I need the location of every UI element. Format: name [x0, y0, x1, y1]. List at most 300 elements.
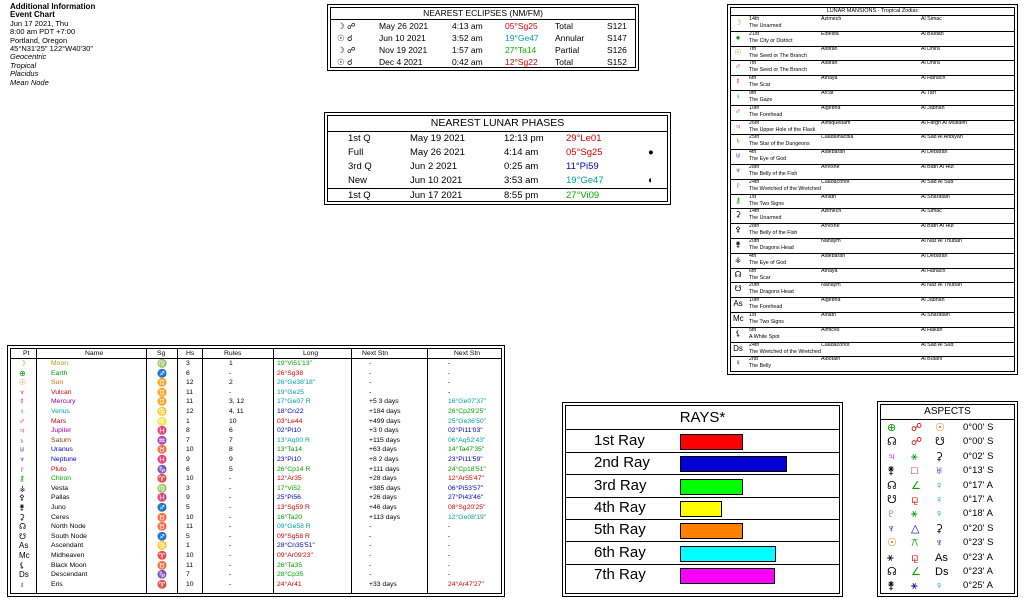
mansion-row [731, 60, 1014, 76]
planet-next-station-position: - [448, 388, 451, 396]
mansion-number: 7th [749, 60, 757, 67]
mansion-number: 4th [749, 149, 757, 156]
planet-next-station-position: - [448, 532, 451, 540]
planet-row [11, 503, 501, 513]
sign-icon: ♑ [157, 464, 167, 474]
mansion-line [731, 223, 1014, 229]
phase-name: Full [348, 147, 364, 158]
mansion-planet-icon: ⚷ [735, 195, 741, 205]
planet-next-station-position: 24°Cp18'51" [448, 465, 486, 473]
planet-name: Jupiter [51, 427, 72, 435]
planet-row [11, 522, 501, 532]
planet-row [11, 397, 501, 407]
planet-next-station-position: 27°Pi43'46" [448, 494, 484, 502]
planet-next-station-position: 26°Cp29'25" [448, 408, 486, 415]
mansion-name: Algebha [821, 297, 841, 304]
lunar-phases-title: NEAREST LUNAR PHASES [328, 116, 667, 132]
aspect-planet-b-icon: ♀ [935, 580, 944, 593]
planet-icon: ♀ [19, 407, 25, 416]
planet-house: 12 [186, 379, 194, 387]
mansion-line [731, 312, 1014, 318]
col-house: Hs [186, 350, 195, 357]
mansion-description: The Gaze [749, 97, 773, 103]
mansion-row [731, 253, 1014, 269]
planet-longitude: 13°Ta14 [277, 446, 303, 454]
eclipses-panel [330, 7, 636, 68]
planet-name: Vulcan [51, 388, 72, 396]
planet-rules: - [229, 388, 232, 396]
planet-row [11, 513, 501, 523]
sign-icon: ♉ [157, 560, 167, 570]
mansion-number: 7th [749, 45, 757, 52]
planet-house: 11 [186, 388, 194, 396]
planet-house: 7 [186, 436, 190, 444]
planet-next-station-days: - [369, 561, 372, 569]
ray-bar [680, 456, 787, 472]
aspect-planet-a-icon: ⚵ [887, 580, 896, 593]
planet-next-station-days: +8 2 days [369, 456, 399, 463]
planet-longitude: 28°Cn35'51" [277, 542, 315, 550]
phase-position: 27°Vi09 [566, 190, 600, 201]
planet-longitude: 17°Ge07 R [277, 398, 311, 406]
mansion-row [731, 31, 1014, 47]
lunar-mansions-title: LUNAR MANSIONS - Tropical Zodiac [731, 8, 1014, 16]
col-rules: Rules [224, 350, 242, 357]
planet-row [11, 532, 501, 542]
planet-house: 7 [186, 571, 190, 579]
eclipse-time: 3:52 am [452, 33, 483, 43]
phase-time: 12:13 pm [504, 133, 544, 144]
mansion-row [731, 46, 1014, 62]
info-option: Placidus [10, 69, 39, 79]
mansion-row [731, 120, 1014, 136]
aspect-planet-a-icon: ⚵ [887, 465, 896, 478]
mansion-planet-icon: ♇ [735, 180, 741, 190]
mansion-description: The Eye of God [749, 259, 787, 266]
planet-name: Pallas [51, 494, 70, 502]
aspect-planet-b-icon: ♅ [935, 465, 944, 478]
eclipse-date: Dec 4 2021 [379, 57, 423, 67]
aspect-planet-b-icon: Ds [935, 566, 949, 578]
mansion-description: The Seed or The Branch [749, 52, 807, 59]
planet-rules: - [229, 475, 232, 483]
planet-next-station-position: 12°Ge08'19" [448, 513, 487, 521]
mansion-description: The Eye of God [749, 156, 787, 163]
mansion-description: The Belly [749, 363, 772, 370]
planet-house: 1 [186, 542, 190, 550]
aspect-orb: 0°23' A [963, 566, 993, 577]
aspect-planet-a-icon: ☊ [887, 436, 897, 449]
planet-name: Black Moon [51, 561, 87, 569]
planet-next-station-days: +499 days [369, 417, 401, 425]
mansion-arabic-name: Al Hakah [921, 326, 943, 333]
planet-icon: ☊ [19, 522, 27, 532]
planet-row [11, 455, 501, 465]
sign-icon: ♌ [157, 416, 167, 426]
aspect-planet-a-icon: ☊ [887, 479, 897, 492]
mansion-line [731, 149, 1014, 155]
phase-name: 1st Q [348, 133, 371, 144]
mansion-name: Aldirah [821, 45, 838, 52]
mansion-number: 9th [749, 90, 757, 96]
mansion-number: 21st [749, 30, 760, 37]
mansion-arabic-name: Al Debaran [921, 149, 948, 156]
aspect-planet-b-icon: ☉ [935, 422, 945, 434]
planet-next-station-days: +26 days [369, 494, 397, 502]
ray-label: 7th Ray [594, 565, 646, 583]
aspect-planet-a-icon: ☋ [887, 494, 897, 506]
planet-name: Descendant [51, 571, 88, 579]
planet-icon: ⊕ [19, 368, 26, 378]
aspect-type-icon: ⚹ [911, 450, 918, 463]
mansion-planet-icon: ⚴ [735, 225, 741, 235]
phase-position: 11°Pi59 [566, 161, 599, 172]
mansion-name: Athaya [821, 75, 838, 82]
phase-mark: ◐ [648, 175, 654, 186]
mansion-arabic-name: Al Naz Al Thuban [921, 282, 962, 289]
planet-icon: ♆ [19, 387, 25, 397]
aspect-orb: 0°00' S [963, 436, 994, 448]
ray-row [566, 564, 839, 586]
mansion-name: Alnath [821, 312, 837, 318]
mansion-description: The Unarmed [749, 215, 782, 222]
mansion-planet-icon: ☿ [735, 77, 741, 87]
mansion-arabic-name: Al Dhira [921, 60, 940, 67]
eclipse-kind: Total [555, 57, 573, 67]
mansion-planet-icon: ⚸ [735, 328, 741, 338]
mansion-row [731, 356, 1014, 372]
mansion-planet-icon: ♀ [735, 358, 741, 368]
phase-date: May 26 2021 [410, 147, 465, 158]
mansion-planet-icon: ♃ [735, 121, 741, 131]
planet-next-station-position: - [448, 523, 451, 531]
aspect-orb: 0°17' A [963, 479, 993, 491]
planet-name: Ceres [51, 513, 70, 521]
planet-house: 11 [186, 523, 194, 531]
mansion-name: Algebha [821, 104, 841, 111]
planet-longitude: 09°Ar09'23" [277, 552, 313, 559]
planet-icon: ⚴ [19, 493, 25, 503]
planet-next-station-days: +33 days [369, 580, 397, 588]
planet-rules: - [229, 369, 232, 377]
planet-icon: ☉ [19, 378, 27, 388]
planet-house: 6 [186, 369, 190, 377]
mansion-arabic-name: Al Sharatain [921, 193, 950, 200]
phase-name: 1st Q [348, 190, 371, 201]
planet-next-station-position: - [448, 552, 451, 559]
rays-title: RAYS* [566, 406, 839, 430]
planet-longitude: 19°Vi51'13" [277, 360, 313, 367]
planet-name: Mars [51, 417, 67, 425]
col-sign: Sg [157, 350, 166, 357]
mansion-number: 28th [749, 164, 760, 170]
lunar-phases-panel [327, 115, 668, 202]
mansion-line [731, 356, 1014, 362]
mansion-arabic-name: Al Butani [921, 356, 943, 363]
ray-bar [680, 434, 743, 450]
mansion-planet-icon: Mc [733, 314, 744, 323]
planet-next-station-days: +46 days [369, 504, 397, 511]
mansion-line [731, 179, 1014, 185]
mansion-line [731, 342, 1014, 348]
eclipse-row [331, 44, 635, 56]
ray-bar [680, 501, 722, 517]
ray-row [566, 542, 839, 565]
ray-row [566, 519, 839, 542]
phase-name: 3rd Q [348, 161, 372, 172]
aspect-planet-a-icon: ⊕ [887, 422, 897, 434]
aspect-planet-b-icon: ♆ [935, 537, 944, 550]
planet-rules: 7 [229, 436, 233, 444]
col-long: Long [303, 350, 319, 357]
planet-icon: ♅ [19, 445, 25, 455]
mansion-row [731, 312, 1014, 328]
aspect-type-icon: ∠ [911, 566, 921, 578]
ray-label: 5th Ray [594, 521, 646, 539]
eclipse-row [331, 20, 635, 32]
info-option: Geocentric [10, 52, 47, 62]
planets-table [10, 348, 502, 594]
mansion-number: 10th [749, 104, 760, 111]
planet-next-station-days: +3 0 days [369, 427, 399, 435]
mansion-arabic-name: Al Hanach [921, 75, 946, 82]
mansion-line [731, 327, 1014, 333]
planet-next-station-days: +184 days [369, 408, 401, 415]
mansion-planet-icon: ● [735, 32, 741, 42]
sign-icon: ♓ [157, 493, 167, 503]
aspect-type-icon: ⚼ [911, 494, 919, 506]
planet-name: Uranus [51, 446, 73, 454]
ray-bar [680, 523, 743, 539]
eclipse-position: 12°Sg22 [505, 57, 538, 67]
eclipse-position: 27°Ta14 [505, 45, 537, 55]
planet-next-station-position: 24°Ar47'27" [448, 580, 484, 588]
mansion-line [731, 16, 1014, 22]
planet-icon: ♂ [19, 416, 25, 426]
planet-longitude: 09°Sg58 R [277, 532, 310, 540]
mansion-name: Arrexhe [821, 223, 840, 230]
planet-row [11, 541, 501, 551]
mansion-name: Athaya [821, 267, 838, 274]
mansion-name: Aldebaran [821, 149, 846, 156]
aspect-planet-a-icon: ♆ [887, 522, 896, 535]
planet-house: 10 [186, 580, 194, 588]
ray-bar [680, 546, 776, 562]
aspect-orb: 0°25' A [963, 580, 993, 592]
mansion-arabic-name: Al Tarf [921, 90, 936, 96]
planet-longitude: 19°Ge25 [277, 388, 304, 396]
planet-house: 12 [186, 408, 194, 415]
mansion-row [731, 297, 1014, 313]
planet-house: 10 [186, 475, 194, 483]
eclipse-date: Nov 19 2021 [379, 45, 428, 55]
mansion-line [731, 60, 1014, 66]
aspects-panel [880, 404, 1015, 594]
mansion-description: The Wretched of the Wretched [749, 348, 821, 355]
mansion-row [731, 164, 1014, 180]
mansion-description: The Belly of the Fish [749, 230, 798, 237]
mansion-row [731, 208, 1014, 224]
planet-house: 10 [186, 446, 194, 454]
mansion-planet-icon: ⚳ [735, 210, 741, 220]
eclipse-glyph: ☽ ☍ [337, 45, 356, 55]
eclipse-date: Jun 10 2021 [379, 33, 426, 43]
mansion-planet-icon: ☋ [734, 284, 742, 294]
sign-icon: ♐ [157, 368, 167, 378]
planet-next-station-days: - [369, 532, 372, 540]
eclipse-kind: Total [555, 21, 573, 31]
planet-longitude: 28°Cp35 [277, 571, 304, 579]
ray-label: 4th Ray [594, 498, 646, 516]
mansion-arabic-name: Al Sad Al Ahbiyah [921, 134, 963, 141]
eclipse-glyph: ☽ ☍ [337, 21, 356, 31]
planet-rules: - [229, 571, 232, 579]
aspect-orb: 0°02' S [963, 450, 994, 462]
mansion-description: The Dragons Head [749, 289, 794, 296]
sign-icon: ♒ [157, 435, 167, 445]
aspect-orb: 0°17' A [963, 494, 993, 505]
mansion-number: 1st [749, 193, 757, 200]
planet-house: 11 [186, 398, 194, 406]
planet-icon: ♄ [19, 435, 25, 445]
phase-name: New [348, 175, 368, 186]
planet-rules: 1 [229, 360, 233, 367]
planet-rules: 10 [229, 417, 237, 425]
planet-icon: ☽ [19, 359, 27, 368]
planet-row [11, 417, 501, 427]
col-next-stn-1: Next Stn [362, 350, 389, 357]
planet-house: 3 [186, 484, 190, 492]
mansion-row [731, 194, 1014, 210]
eclipse-position: 05°Sg25 [505, 21, 538, 31]
additional-info-panel [10, 3, 95, 87]
planet-next-station-position: - [448, 369, 451, 377]
phase-row [328, 188, 667, 203]
eclipse-time: 1:57 am [452, 45, 483, 55]
mansion-number: 26th [749, 119, 760, 126]
planet-next-station-position: 06°Pi53'57" [448, 484, 484, 492]
mansion-row [731, 105, 1014, 121]
planet-next-station-position: 23°Pi11'59" [448, 456, 483, 463]
sign-icon: ♍ [157, 359, 167, 368]
ray-bar [680, 479, 743, 495]
eclipse-glyph: ☉ ☌ [337, 57, 353, 67]
phase-row [328, 160, 667, 174]
aspect-planet-a-icon: ⚹ [887, 551, 894, 564]
mansion-description: The Forehead [749, 304, 783, 311]
eclipse-row [331, 32, 635, 44]
mansion-arabic-name: Al Batn Al Hut [921, 164, 954, 170]
planet-longitude: 02°Pi10 [277, 427, 301, 435]
mansion-planet-icon: Ds [733, 343, 743, 353]
mansion-description: The Unarmed [749, 23, 782, 29]
planet-house: 5 [186, 504, 190, 511]
mansion-line [731, 105, 1014, 111]
sign-icon: ♉ [157, 512, 167, 522]
phase-date: Jun 17 2021 [410, 190, 463, 201]
ray-label: 3rd Ray [594, 476, 647, 494]
planet-longitude: 23°Pi10 [277, 456, 301, 463]
planet-longitude: 16°Ta20 [277, 513, 303, 521]
aspect-orb: 0°00' S [963, 422, 994, 433]
aspect-orb: 0°20' S [963, 522, 994, 534]
aspect-planet-a-icon: ♃ [887, 450, 896, 463]
mansion-description: The Upper Hole of the Flask [749, 126, 816, 133]
ray-label: 6th Ray [594, 543, 646, 561]
mansion-number: 6th [749, 75, 757, 82]
planet-icon: Ds [19, 570, 29, 580]
aspects-title: ASPECTS [881, 405, 1014, 420]
planet-rules: - [229, 494, 232, 502]
sign-icon: ♋ [157, 541, 167, 551]
planet-row [11, 551, 501, 561]
aspect-type-icon: ☍ [911, 436, 923, 449]
mansion-description: The Wretched of the Wretched [749, 185, 821, 192]
planet-longitude: 09°Ge58 R [277, 523, 311, 531]
eclipse-glyph: ☉ ☌ [337, 33, 353, 43]
phase-time: 0:25 am [504, 161, 539, 172]
mansion-number: 24th [749, 341, 760, 348]
mansion-line [731, 75, 1014, 81]
eclipse-saros: S152 [607, 57, 627, 67]
eclipse-saros: S147 [607, 33, 627, 43]
aspect-planet-b-icon: ♀ [935, 494, 944, 506]
mansion-row [731, 282, 1014, 298]
mansion-number: 5th [749, 326, 757, 333]
info-coords: 45°N31'25" 122°W40'30" [10, 44, 93, 54]
planet-name: Vesta [51, 484, 69, 492]
mansion-planet-icon: ♂ [735, 106, 741, 116]
aspect-type-icon: ∠ [911, 479, 921, 492]
mansion-planet-icon: ♅ [735, 151, 741, 161]
phase-position: 05°Sg25 [566, 147, 603, 158]
planet-next-station-position: - [448, 571, 451, 579]
planet-next-station-position: - [448, 360, 451, 367]
planet-icon: ⚶ [19, 483, 26, 493]
phase-row [328, 174, 667, 188]
mansion-line [731, 164, 1014, 170]
planet-next-station-days: +28 days [369, 475, 397, 483]
planet-next-station-days: +113 days [369, 513, 401, 521]
mansion-name: Almices [821, 326, 840, 333]
aspect-type-icon: ⚼ [911, 551, 919, 564]
planet-next-station-days: - [369, 571, 372, 579]
mansion-planet-icon: ♄ [735, 136, 741, 146]
sign-icon: ♓ [157, 455, 167, 464]
mansion-number: 14th [749, 208, 760, 215]
mansion-name: Elbelda [821, 30, 839, 37]
aspect-planet-a-icon: ☊ [887, 566, 897, 578]
planet-row [11, 388, 501, 398]
eclipse-saros: S121 [607, 21, 627, 31]
planet-next-station-position: 16°Ge07'37" [448, 398, 487, 406]
mansion-number: 6th [749, 267, 757, 274]
eclipse-kind: Annular [555, 33, 585, 43]
ray-bar [680, 568, 775, 584]
planet-next-station-days: +5 3 days [369, 398, 399, 406]
planet-rules: - [229, 561, 232, 569]
mansion-number: 14th [749, 16, 760, 22]
sign-icon: ♐ [157, 503, 167, 512]
mansion-arabic-name: Al Naz Al Thuban [921, 238, 962, 244]
planet-longitude: 26°Ge38'18" [277, 379, 316, 387]
info-date: Jun 17 2021, Thu [10, 18, 69, 28]
mansion-description: The City or District [749, 37, 793, 44]
planet-icon: As [19, 541, 29, 551]
sign-icon: ♈ [157, 579, 167, 589]
planet-next-station-days: +63 days [369, 446, 397, 454]
mansion-name: Almiquedam [821, 119, 851, 126]
